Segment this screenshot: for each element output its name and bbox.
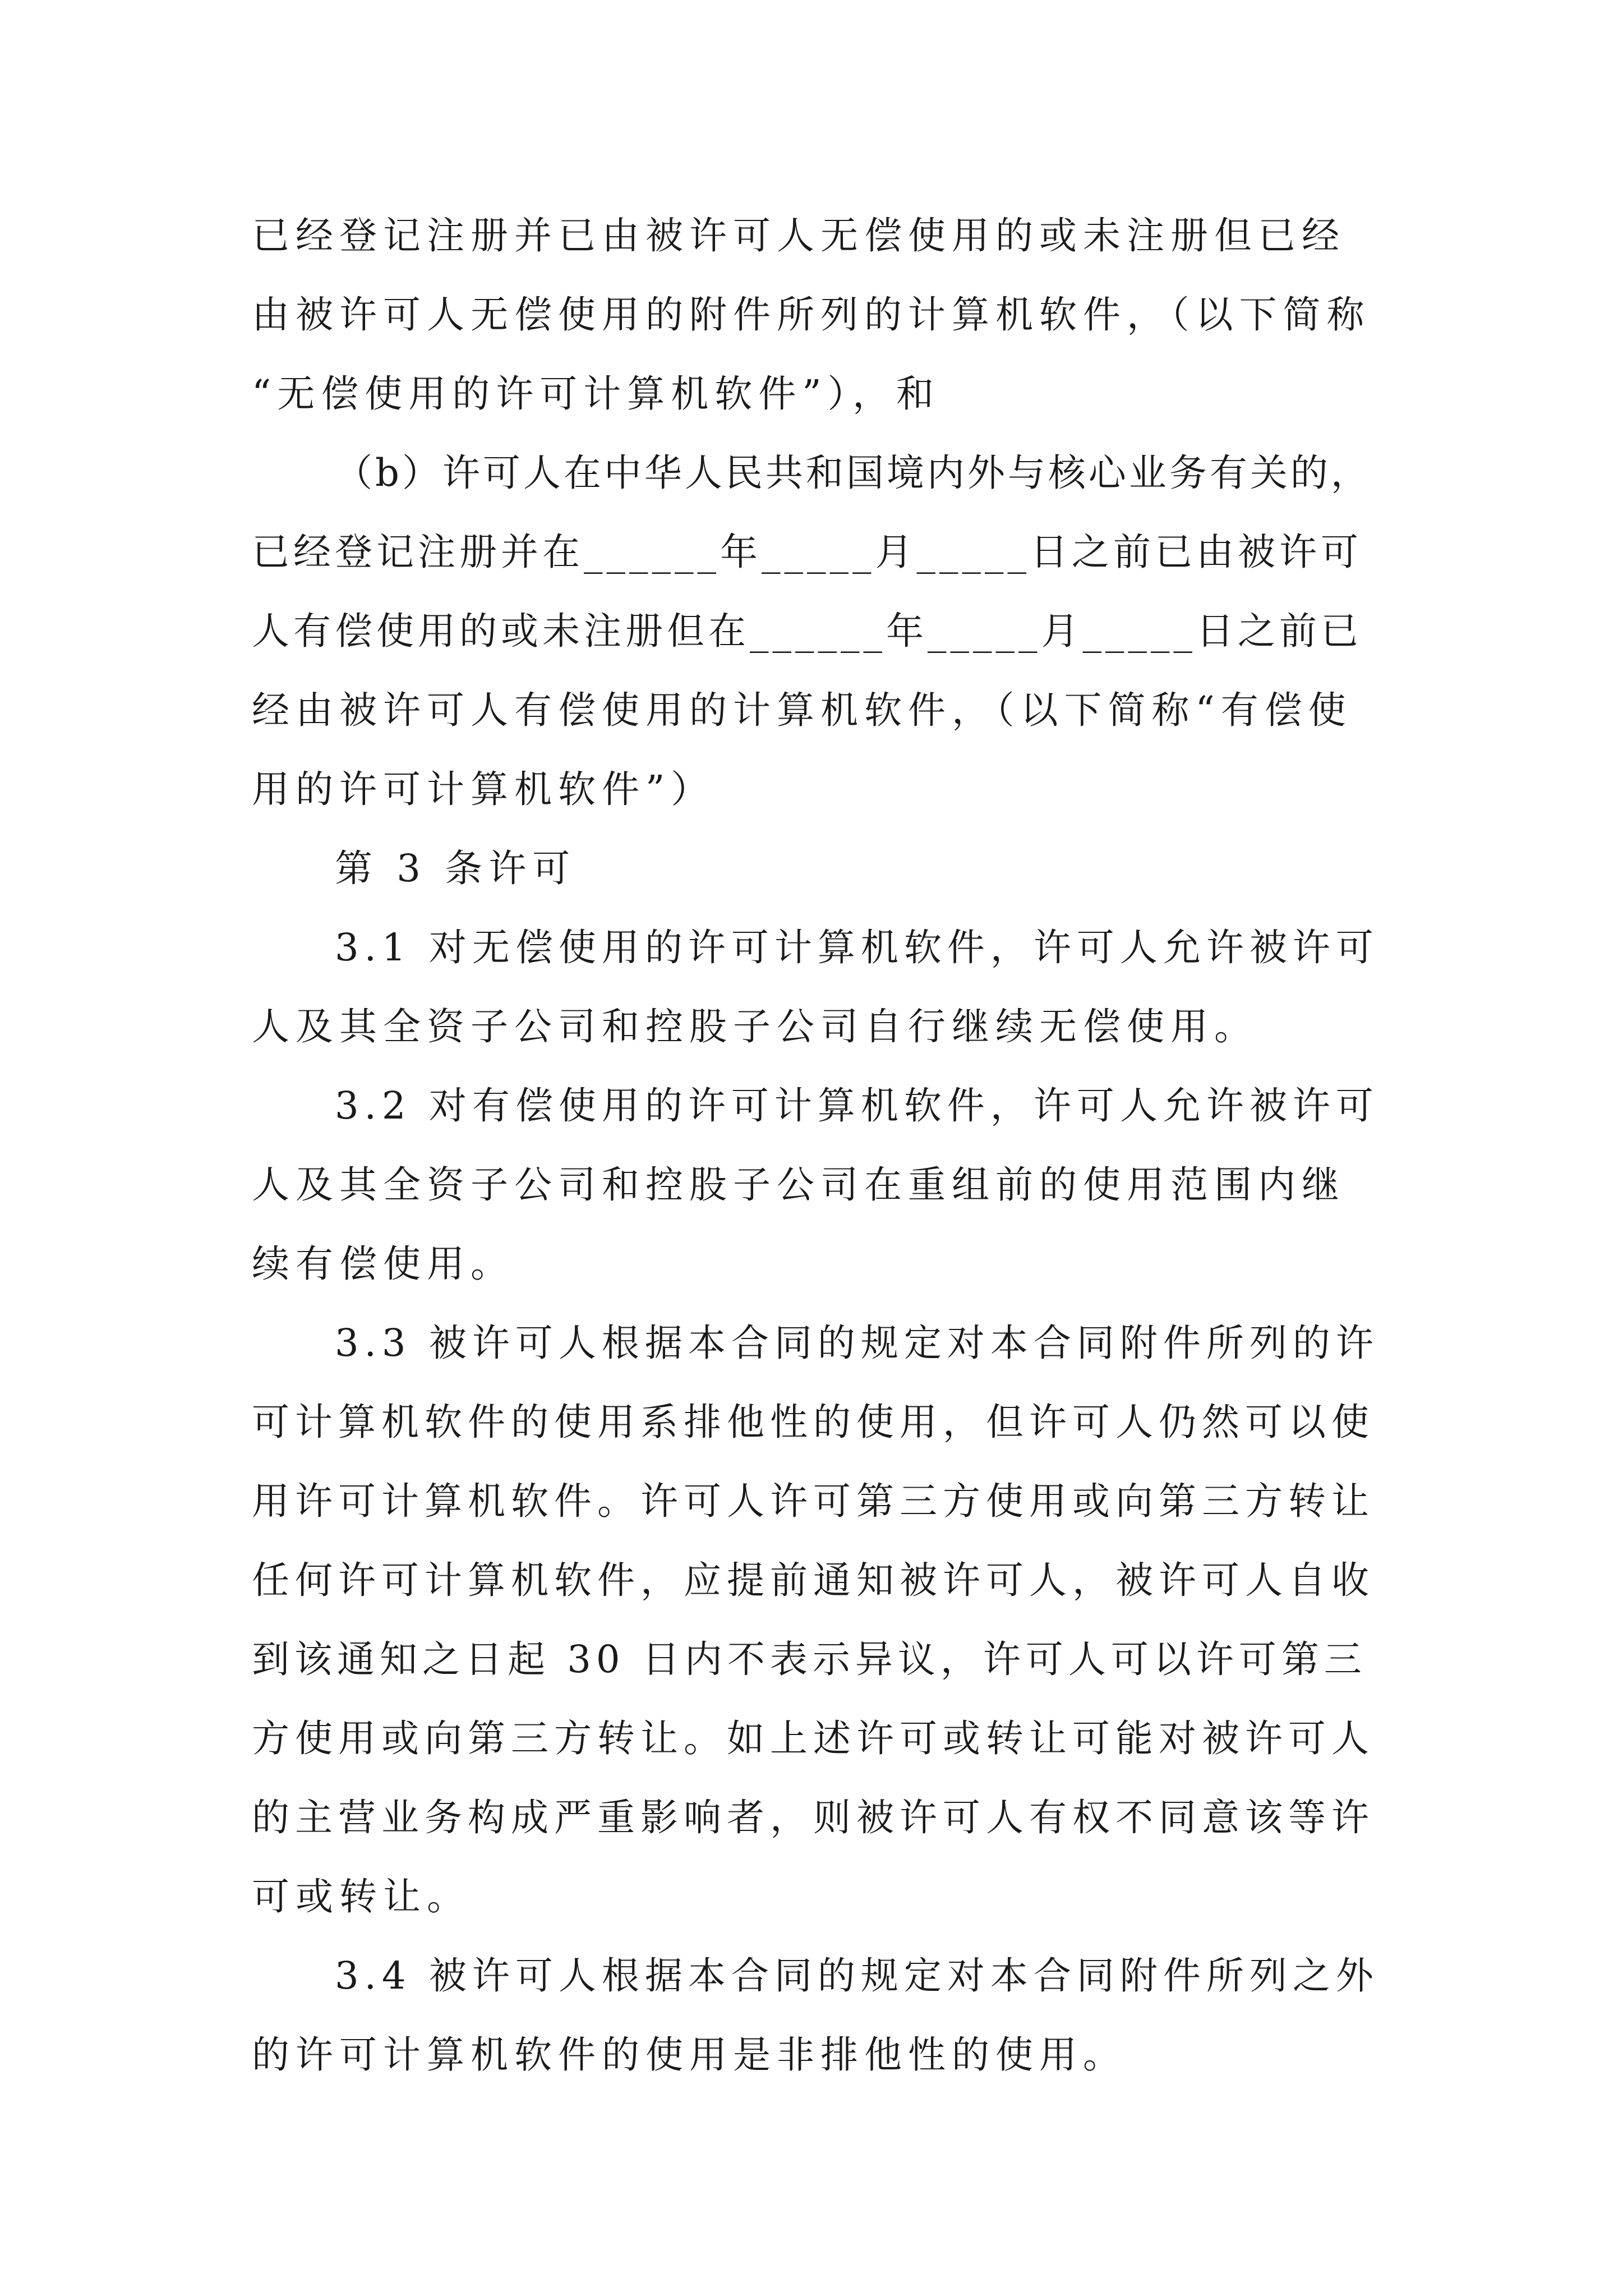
text-line: 可计算机软件的使用系排他性的使用，但许可人仍然可以使 xyxy=(252,1400,1375,1444)
text-line: 的主营业务构成严重影响者，则被许可人有权不同意该等许 xyxy=(252,1796,1375,1839)
text-line: 3.2 对有偿使用的许可计算机软件，许可人允许被许可 xyxy=(335,1084,1379,1128)
text-line: （b）许可人在中华人民共和国境内外与核心业务有关的， xyxy=(335,451,1371,495)
text-line: 的许可计算机软件的使用是非排他性的使用。 xyxy=(252,2033,1127,2077)
text-line: 续有偿使用。 xyxy=(252,1242,514,1286)
text-line: 人有偿使用的或未注册但在______年_____月_____日之前已 xyxy=(252,609,1362,653)
text-line: 用的许可计算机软件”） xyxy=(252,767,715,811)
text-line: 人及其全资子公司和控股子公司在重组前的使用范围内继 xyxy=(252,1163,1345,1207)
text-line: 由被许可人无偿使用的附件所列的计算机软件，（以下简称 xyxy=(252,293,1371,337)
text-line: 用许可计算机软件。许可人许可第三方使用或向第三方转让 xyxy=(252,1479,1375,1523)
text-line: 可或转让。 xyxy=(252,1875,471,1918)
text-line: 经由被许可人有偿使用的计算机软件，（以下简称“有偿使 xyxy=(252,688,1352,732)
text-line: 3.4 被许可人根据本合同的规定对本合同附件所列之外 xyxy=(335,1954,1379,1998)
text-line: 3.3 被许可人根据本合同的规定对本合同附件所列的许 xyxy=(335,1321,1379,1365)
text-line: 人及其全资子公司和控股子公司自行继续无偿使用。 xyxy=(252,1005,1258,1048)
section-heading: 第 3 条许可 xyxy=(335,846,577,890)
text-line: 方使用或向第三方转让。如上述许可或转让可能对被许可人 xyxy=(252,1717,1375,1760)
text-line: 已经登记注册并已由被许可人无偿使用的或未注册但已经 xyxy=(252,214,1345,257)
text-line: 任何许可计算机软件，应提前通知被许可人，被许可人自收 xyxy=(252,1558,1375,1602)
text-line: 3.1 对无偿使用的许可计算机软件，许可人允许被许可 xyxy=(335,926,1379,969)
text-line: “无偿使用的许可计算机软件”），和 xyxy=(252,372,940,416)
text-line: 已经登记注册并在______年_____月_____日之前已由被许可 xyxy=(252,530,1362,574)
text-line: 到该通知之日起 30 日内不表示异议，许可人可以许可第三 xyxy=(252,1637,1367,1681)
